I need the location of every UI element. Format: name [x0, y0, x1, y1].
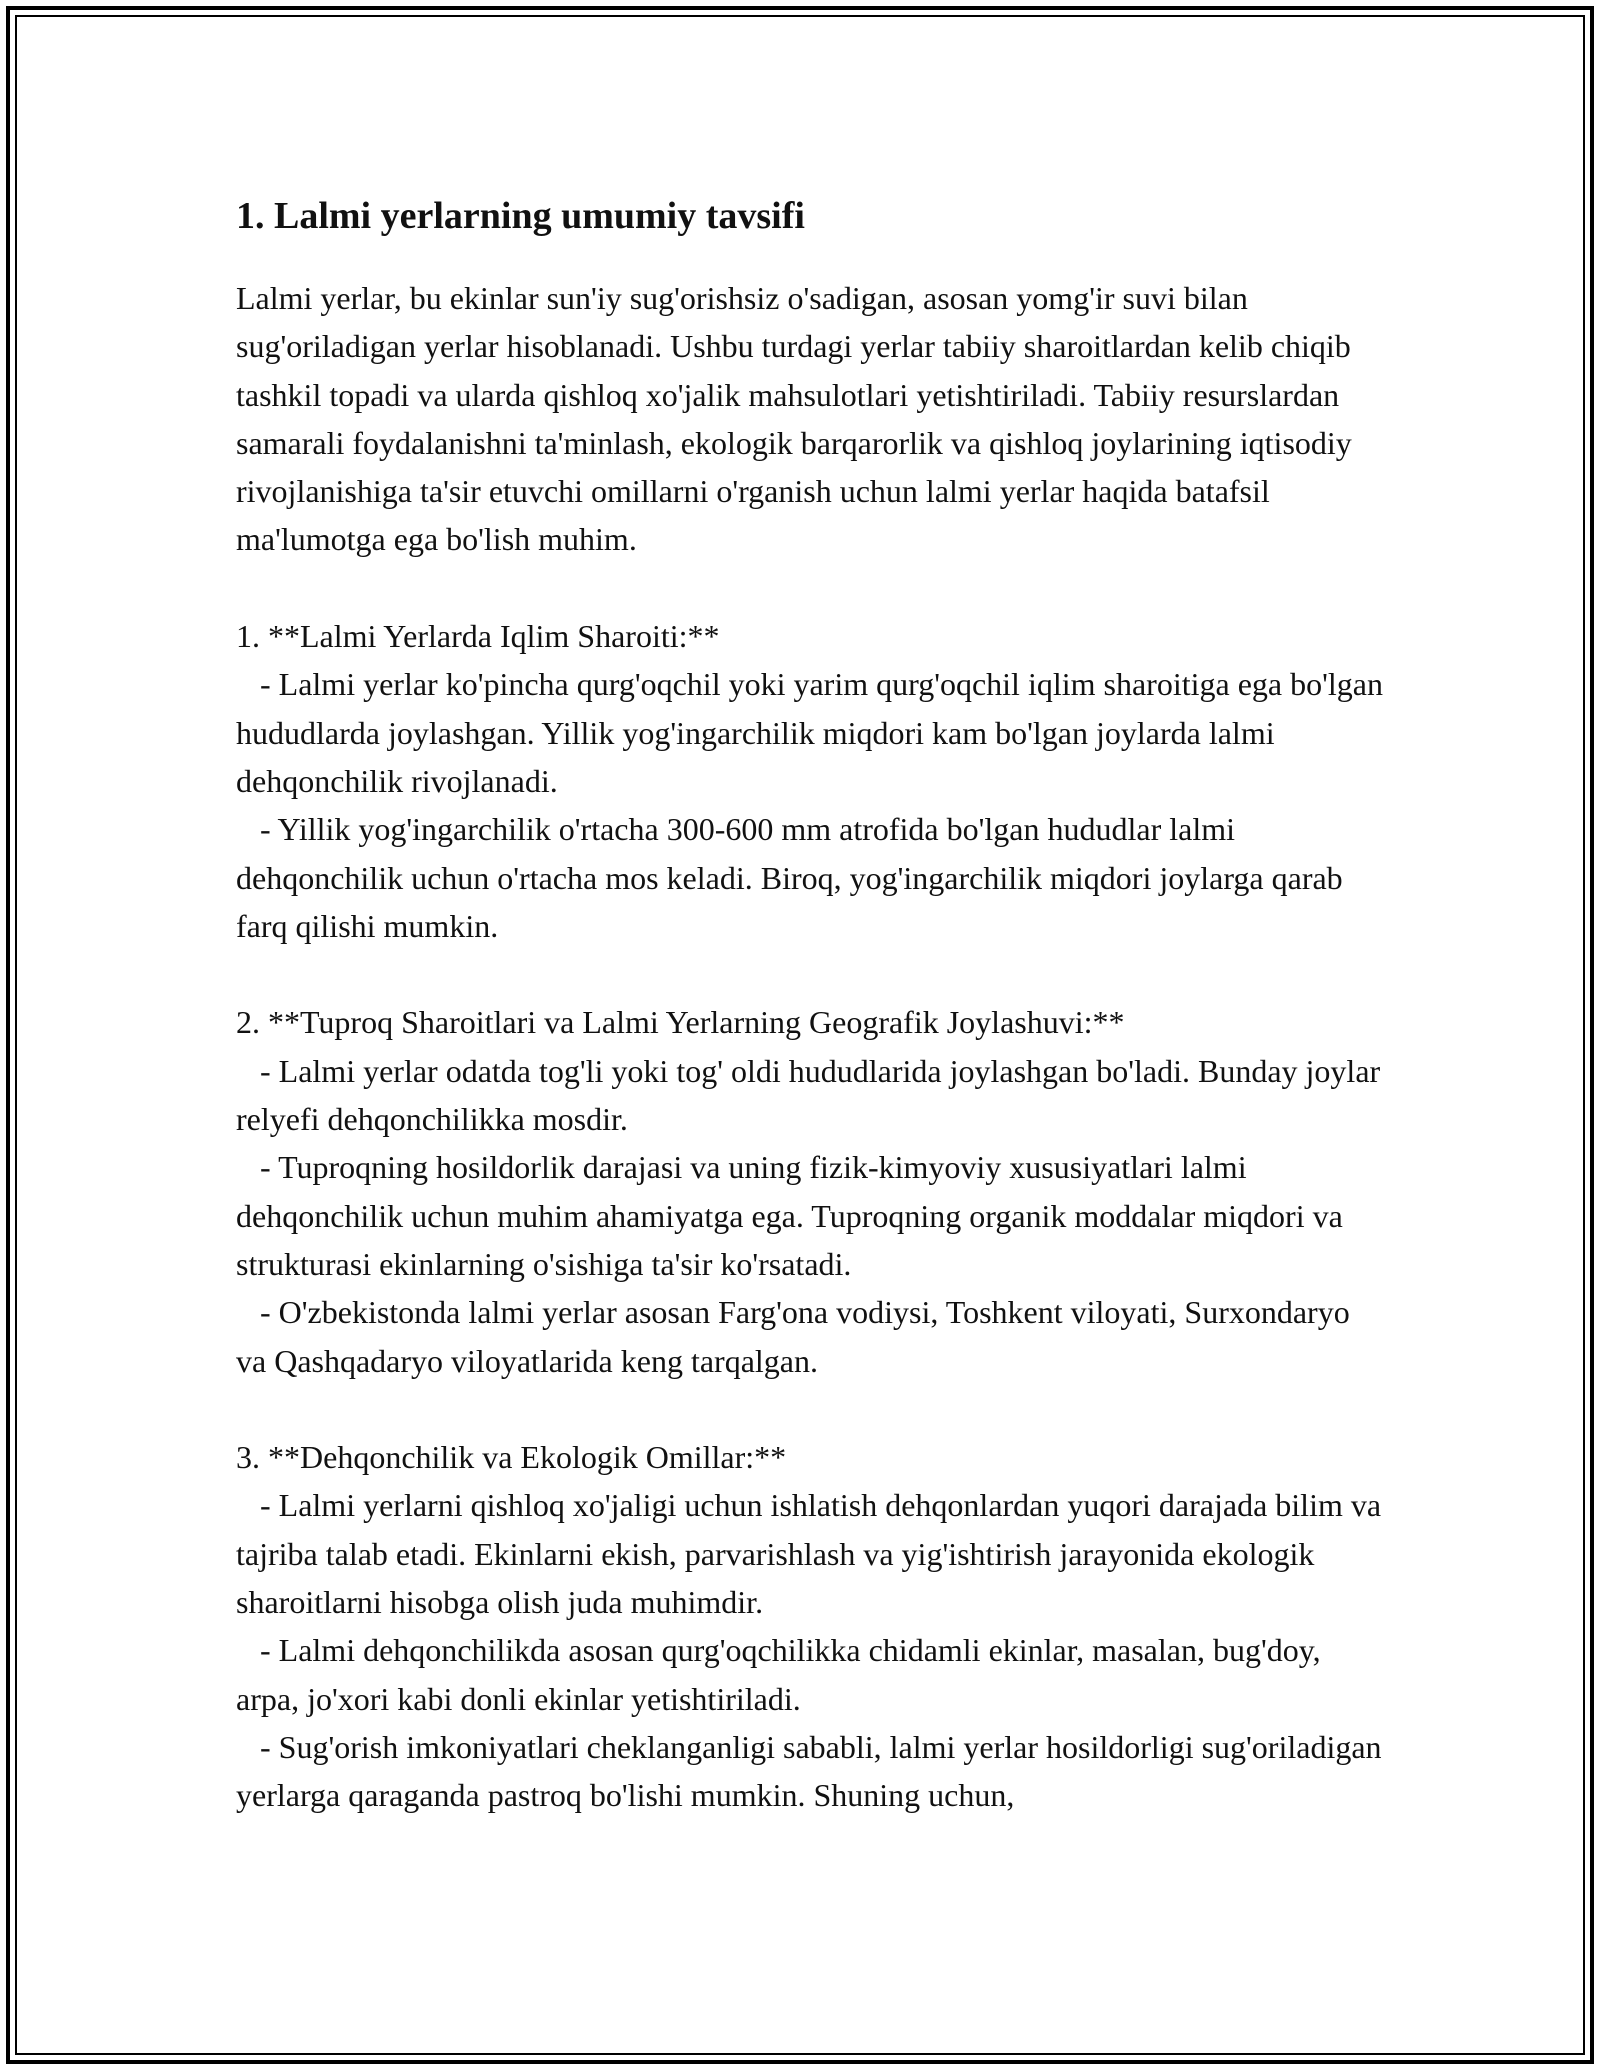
list-item: - Lalmi yerlarni qishloq xo'jaligi uchun ishlatish dehqonlardan yuqori darajada bilim va tajriba talab etadi. Ekinlarni ekish, parvarishlash va yig'ishtirish jarayonida ekologik sharoitlarni hisobga olish juda muhimdir.	[236, 1487, 1390, 1621]
section-2	[236, 998, 1389, 1384]
paragraph-gap	[236, 564, 1386, 612]
list-item: - Sug'orish imkoniyatlari cheklanganligi sababli, lalmi yerlar hosildorligi sug'oriladigan yerlarga qaraganda pastroq bo'lishi mumkin. Shuning uchun,	[236, 1728, 1390, 1814]
list-item: - Yillik yog'ingarchilik o'rtacha 300-600 mm atrofida bo'lgan hududlar lalmi dehqonchilik uchun o'rtacha mos keladi. Biroq, yog'ingarchilik miqdori joylarga qarab farq qilishi mumkin.	[236, 811, 1351, 944]
document-title: 1. Lalmi yerlarning umumiy tavsifi	[236, 195, 805, 237]
section-1	[236, 612, 1391, 950]
list-item: - Lalmi yerlar ko'pincha qurg'oqchil yoki yarim qurg'oqchil iqlim sharoitiga ega bo'lgan hududlarda joylashgan. Yillik yog'ingarchilik miqdori kam bo'lgan joylarda lalmi dehqonchilik rivojlanadi.	[236, 666, 1391, 799]
section-heading: 3. **Dehqonchilik va Ekologik Omillar:**	[236, 1439, 787, 1476]
section-3	[236, 1433, 1390, 1819]
paragraph-gap	[236, 950, 1386, 998]
paragraph-gap	[236, 1385, 1386, 1433]
list-item: - O'zbekistonda lalmi yerlar asosan Farg'ona vodiysi, Toshkent viloyati, Surxondaryo va Qashqadaryo viloyatlarida keng tarqalgan.	[236, 1294, 1358, 1379]
list-item: - Lalmi dehqonchilikda asosan qurg'oqchilikka chidamli ekinlar, masalan, bug'doy, arpa, jo'xori kabi donli ekinlar yetishtiriladi.	[236, 1632, 1329, 1717]
list-item: - Lalmi yerlar odatda tog'li yoki tog' oldi hududlarida joylashgan bo'ladi. Bunday joylar relyefi dehqonchilikka mosdir.	[236, 1052, 1389, 1138]
section-heading: 1. **Lalmi Yerlarda Iqlim Sharoiti:**	[236, 618, 720, 655]
document-body	[236, 188, 1391, 1820]
intro-paragraph: Lalmi yerlar, bu ekinlar sun'iy sug'orishsiz o'sadigan, asosan yomg'ir suvi bilan sug'oriladigan yerlar hisoblanadi. Ushbu turdagi yerlar tabiiy sharoitlardan kelib chiqib tashkil topadi va ularda qishloq xo'jalik mahsulotlari yetishtiriladi. Tabiiy resurslardan samarali foydalanishni ta'minlash, ekologik barqarorlik va qishloq joylarining iqtisodiy rivojlanishiga ta'sir etuvchi omillarni o'rganish uchun lalmi yerlar haqida batafsil ma'lumotga ega bo'lish muhim.	[236, 280, 1360, 558]
section-heading: 2. **Tuproq Sharoitlari va Lalmi Yerlarning Geografik Joylashuvi:**	[236, 1004, 1125, 1041]
list-item: - Tuproqning hosildorlik darajasi va uning fizik-kimyoviy xususiyatlari lalmi dehqonchilik uchun muhim ahamiyatga ega. Tuproqning organik moddalar miqdori va strukturasi ekinlarning o'sishiga ta'sir ko'rsatadi.	[236, 1149, 1351, 1282]
